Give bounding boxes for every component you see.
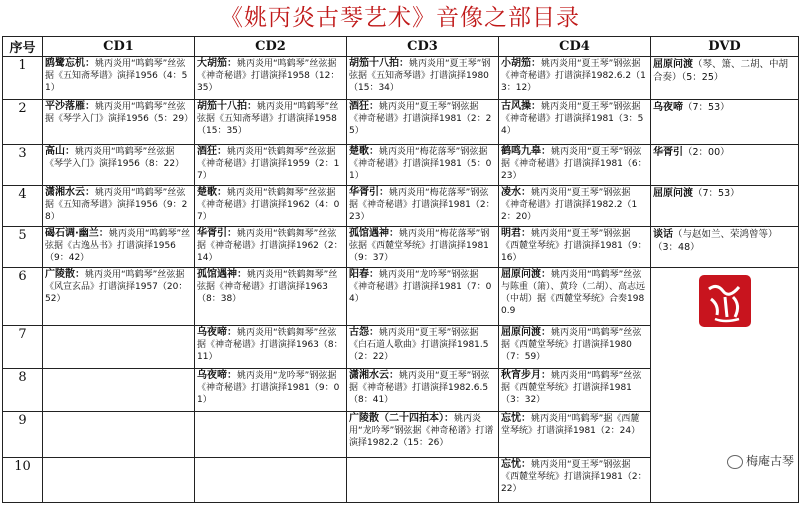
cd4-cell	[499, 226, 651, 267]
cd2-cell	[195, 100, 347, 145]
track-title: 平沙落雁：	[45, 101, 95, 113]
track-detail: 姚丙炎用“鸣鹤琴”丝弦据《古逸丛书》打谱演择1956（9：42）	[45, 228, 191, 263]
track-title: 高山：	[45, 146, 75, 158]
track-detail: 姚丙炎用“龙吟琴”钢弦据《神奇秘谱》打谱演择1982.2（15：26）	[349, 413, 494, 448]
cd1-cell	[43, 145, 195, 186]
track-title: 凌水：	[501, 187, 531, 199]
track-entry	[197, 58, 344, 94]
track-detail: 姚丙炎用“鸣鹤琴”据《西麓堂琴统》打谱演择1981（2：24）	[501, 413, 641, 436]
dvd-title: 乌夜啼	[653, 102, 683, 114]
cd3-cell	[347, 145, 499, 186]
header-cd4: CD4	[499, 37, 651, 57]
track-entry	[45, 58, 192, 94]
track-detail: 姚丙炎用“梅花落琴”钢弦据《神奇秘谱》打谱演择1981（5：01）	[349, 147, 492, 182]
header-dvd: DVD	[651, 37, 799, 57]
dvd-cell	[651, 57, 799, 100]
track-entry	[197, 228, 344, 264]
track-title: 乌夜啼：	[197, 326, 237, 338]
row-number: 10	[3, 457, 43, 502]
cd2-cell	[195, 267, 347, 325]
track-entry	[501, 413, 648, 437]
dvd-title: 谈话	[653, 228, 673, 240]
track-title: 孤馆遇神：	[349, 227, 399, 239]
track-entry	[349, 58, 496, 94]
cd1-cell	[43, 267, 195, 325]
track-detail: 姚丙炎用“鸣鹤琴”丝弦据《琴学入门》演择1956（5：29）	[45, 102, 194, 125]
track-title: 阳春：	[349, 268, 379, 280]
track-detail: 姚丙炎用“铁鹤舞琴”丝弦据《神奇秘谱》打谱演择1962（2：14）	[197, 228, 343, 263]
track-title: 秋宵步月：	[501, 369, 551, 381]
track-title: 华胥引：	[349, 187, 389, 199]
dvd-detail: （与赵如兰、荣鸿曾等）（3：48）	[653, 228, 778, 253]
track-title: 鹤鸣九皋：	[501, 146, 551, 158]
cd1-cell	[43, 368, 195, 411]
track-detail: 姚丙炎用“夏王琴”钢弦据《白石道人歌曲》打谱演择1981.5（2：22）	[349, 327, 489, 362]
cd2-cell	[195, 145, 347, 186]
track-entry	[45, 146, 192, 170]
track-entry	[501, 58, 648, 94]
page-title: 《姚丙炎古琴艺术》音像之部目录	[220, 5, 580, 31]
track-detail: 姚丙炎用“夏王琴”钢弦据《神奇秘谱》打谱演择1981（2：25）	[349, 102, 492, 137]
header-cd1: CD1	[43, 37, 195, 57]
table-row	[3, 57, 799, 100]
cd4-cell	[499, 100, 651, 145]
dvd-title: 华胥引	[653, 147, 683, 159]
track-entry	[501, 370, 648, 406]
track-entry	[501, 101, 648, 137]
cd2-cell	[195, 325, 347, 368]
track-title: 华胥引：	[197, 227, 237, 239]
track-entry	[349, 413, 496, 449]
cd3-cell	[347, 267, 499, 325]
track-title: 古怨：	[349, 326, 379, 338]
track-detail: 姚丙炎用“鸣鹤琴”丝弦与陈重（箫）、黄玲（二胡）、高志远（中胡）据《西麓堂琴统》合奏1980.9	[501, 269, 646, 316]
track-detail: 姚丙炎用“鸣鹤琴”丝弦据《风宣玄品》打谱演择1957（20：52）	[45, 269, 188, 304]
cd3-cell	[347, 186, 499, 227]
cd4-cell	[499, 411, 651, 457]
track-entry	[349, 187, 496, 223]
track-detail: 姚丙炎用“梅花落琴”钢弦据《西麓堂琴统》打谱演择1981（9：37）	[349, 228, 490, 263]
dvd-detail: （2：00）	[683, 147, 730, 159]
dvd-cell	[651, 100, 799, 145]
row-number: 6	[3, 267, 43, 325]
track-detail: 姚丙炎用“鸣鹤琴”丝弦据《神奇秘谱》打谱演择1958（12：35）	[197, 59, 340, 93]
cd1-cell	[43, 457, 195, 502]
track-detail: 姚丙炎用“夏王琴”钢弦据《神奇秘谱》打谱演择1981（6：23）	[501, 147, 647, 182]
cd2-cell	[195, 226, 347, 267]
cd4-cell	[499, 57, 651, 100]
dvd-cell	[651, 145, 799, 186]
track-detail: 姚丙炎用“鸣鹤琴”丝弦据《五知斋琴谱》演择1956（9：28）	[45, 188, 188, 223]
track-entry	[501, 327, 648, 363]
cd4-cell	[499, 145, 651, 186]
dvd-detail: （7：53）	[683, 102, 730, 114]
catalog-table	[2, 36, 799, 503]
cd4-cell	[499, 325, 651, 368]
track-title: 潇湘水云：	[45, 187, 95, 199]
table-row	[3, 226, 799, 267]
table-row	[3, 186, 799, 227]
track-title: 胡笳十八拍：	[197, 101, 257, 113]
table-row	[3, 267, 799, 325]
header-cd3: CD3	[347, 37, 499, 57]
track-detail: 姚丙炎用“铁鹤舞琴”丝弦据《神奇秘谱》打谱演择1963（8：38）	[197, 269, 338, 304]
table-row	[3, 100, 799, 145]
dvd-entry	[653, 146, 796, 159]
track-entry	[501, 269, 648, 317]
row-number: 3	[3, 145, 43, 186]
track-title: 明君：	[501, 227, 531, 239]
track-detail: 姚丙炎用“铁鹤舞琴”丝弦据《神奇秘谱》打谱演择1963（8：11）	[197, 327, 343, 362]
track-entry	[197, 101, 344, 137]
track-detail: 姚丙炎用“鸣鹤琴”丝弦据《五知斋琴谱》打谱演择1958（15：35）	[197, 102, 339, 137]
track-title: 孤馆遇神：	[197, 268, 247, 280]
track-detail: 姚丙炎用“夏王琴”钢弦据《五知斋琴谱》打谱演择1980（15：34）	[349, 59, 491, 93]
dvd-cell	[651, 226, 799, 267]
track-title: 乌夜啼：	[197, 369, 237, 381]
track-entry	[501, 146, 648, 182]
track-detail: 姚丙炎用“夏王琴”钢弦据《西麓堂琴统》打谱演择1981（2：22）	[501, 459, 647, 494]
track-entry	[349, 146, 496, 182]
track-title: 小胡笳：	[501, 58, 541, 69]
track-entry	[45, 269, 192, 305]
cd4-cell	[499, 368, 651, 411]
track-entry	[197, 187, 344, 223]
track-entry	[501, 459, 648, 495]
cd2-cell	[195, 186, 347, 227]
dvd-detail: （7：53）	[693, 188, 740, 200]
track-title: 大胡笳：	[197, 58, 237, 69]
track-detail: 姚丙炎用“夏王琴”钢弦据《西麓堂琴统》打谱演择1981（9：16）	[501, 228, 647, 263]
track-detail: 姚丙炎用“夏王琴”钢弦据《神奇秘谱》打谱演择1982.2（12：20）	[501, 188, 638, 223]
track-entry	[197, 327, 344, 363]
row-number: 4	[3, 186, 43, 227]
track-entry	[45, 187, 192, 223]
track-entry	[197, 269, 344, 305]
track-detail: 姚丙炎用“铁鹤舞琴”丝弦据《神奇秘谱》打谱演择1962（4：07）	[197, 188, 340, 223]
cd3-cell	[347, 325, 499, 368]
track-detail: 姚丙炎用“鸣鹤琴”丝弦据《西麓堂琴统》打谱演择1980（7：59）	[501, 327, 642, 362]
track-detail: 姚丙炎用“龙吟琴”钢弦据《神奇秘谱》打谱演择1981（9：01）	[197, 370, 340, 405]
cd2-cell	[195, 368, 347, 411]
cd1-cell	[43, 226, 195, 267]
track-entry	[197, 146, 344, 182]
cd4-cell	[499, 457, 651, 502]
track-title: 广陵散：	[45, 268, 85, 280]
track-entry	[349, 327, 496, 363]
track-title: 屈原问渡：	[501, 326, 551, 338]
dvd-title: 屈原问渡	[653, 59, 693, 70]
track-title: 潇湘水云：	[349, 369, 399, 381]
header-row	[3, 37, 799, 57]
cd3-cell	[347, 411, 499, 457]
cd4-cell	[499, 267, 651, 325]
track-entry	[349, 228, 496, 264]
dvd-entry	[653, 101, 796, 114]
cd2-cell	[195, 57, 347, 100]
cd3-cell	[347, 368, 499, 411]
track-entry	[45, 101, 192, 125]
header-number: 序号	[3, 37, 43, 57]
track-detail: 姚丙炎用“鸣鹤琴”丝弦据《琴学入门》演择1956（8：22）	[45, 147, 185, 170]
track-title: 楚歌：	[197, 187, 227, 199]
cd3-cell	[347, 100, 499, 145]
track-entry	[501, 187, 648, 223]
track-title: 酒狂：	[349, 101, 379, 113]
dvd-entry	[653, 58, 796, 84]
watermark-text: 梅庵古琴	[745, 454, 794, 468]
cd1-cell	[43, 100, 195, 145]
dvd-entry	[653, 228, 796, 254]
row-number: 5	[3, 226, 43, 267]
track-entry	[197, 370, 344, 406]
track-detail: 姚丙炎用“夏王琴”钢弦据《神奇秘谱》打谱演择1982.6.5（8：41）	[349, 370, 490, 405]
watermark	[727, 452, 794, 469]
track-detail: 姚丙炎用“夏王琴”钢弦据《神奇秘谱》打谱演择1981（3：54）	[501, 102, 644, 137]
track-title: 古风操：	[501, 101, 541, 113]
track-detail: 姚丙炎用“夏王琴”钢弦据《神奇秘谱》打谱演择1982.6.2（13：12）	[501, 59, 646, 93]
track-title: 碣石调·幽兰：	[45, 227, 109, 239]
red-seal-icon	[699, 275, 751, 327]
dvd-entry	[653, 187, 796, 200]
cd2-cell	[195, 457, 347, 502]
cd4-cell	[499, 186, 651, 227]
track-title: 胡笳十八拍：	[349, 58, 409, 69]
track-detail: 姚丙炎用“鸣鹤琴”丝弦据《五知斋琴谱》演择1956（4：51）	[45, 59, 188, 93]
row-number: 8	[3, 368, 43, 411]
table-row	[3, 145, 799, 186]
track-title: 屈原问渡：	[501, 268, 551, 280]
track-detail: 姚丙炎用“鸣鹤琴”丝弦据《西麓堂琴统》打谱演择1981（3：32）	[501, 370, 642, 405]
cd1-cell	[43, 411, 195, 457]
track-entry	[349, 101, 496, 137]
track-entry	[501, 228, 648, 264]
cd3-cell	[347, 57, 499, 100]
dvd-cell	[651, 186, 799, 227]
track-entry	[349, 269, 496, 305]
track-entry	[349, 370, 496, 406]
row-number: 2	[3, 100, 43, 145]
track-title: 楚歌：	[349, 146, 379, 158]
cd3-cell	[347, 457, 499, 502]
cd2-cell	[195, 411, 347, 457]
track-detail: 姚丙炎用“龙吟琴”钢弦据《神奇秘谱》打谱演择1981（7：04）	[349, 269, 492, 304]
track-detail: 姚丙炎用“铁鹤舞琴”丝弦据《神奇秘谱》打谱演择1959（2：17）	[197, 147, 340, 182]
row-number: 1	[3, 57, 43, 100]
dvd-title: 屈原问渡	[653, 188, 693, 200]
header-cd2: CD2	[195, 37, 347, 57]
cd1-cell	[43, 57, 195, 100]
row-number: 7	[3, 325, 43, 368]
wechat-icon	[727, 455, 743, 469]
track-detail: 姚丙炎用“梅花落琴”钢弦据《神奇秘谱》打谱演择1981（2：23）	[349, 188, 495, 223]
track-title: 酒狂：	[197, 146, 227, 158]
track-title: 广陵散（二十四拍本）：	[349, 412, 454, 424]
track-title: 忘忧：	[501, 412, 531, 424]
cd3-cell	[347, 226, 499, 267]
track-entry	[45, 228, 192, 264]
track-title: 忘忧：	[501, 458, 531, 470]
track-title: 鸥鹭忘机：	[45, 58, 95, 69]
row-number: 9	[3, 411, 43, 457]
dvd-detail: （琴、箫、二胡、中胡合奏）（5：25）	[653, 59, 789, 83]
cd1-cell	[43, 325, 195, 368]
cd1-cell	[43, 186, 195, 227]
